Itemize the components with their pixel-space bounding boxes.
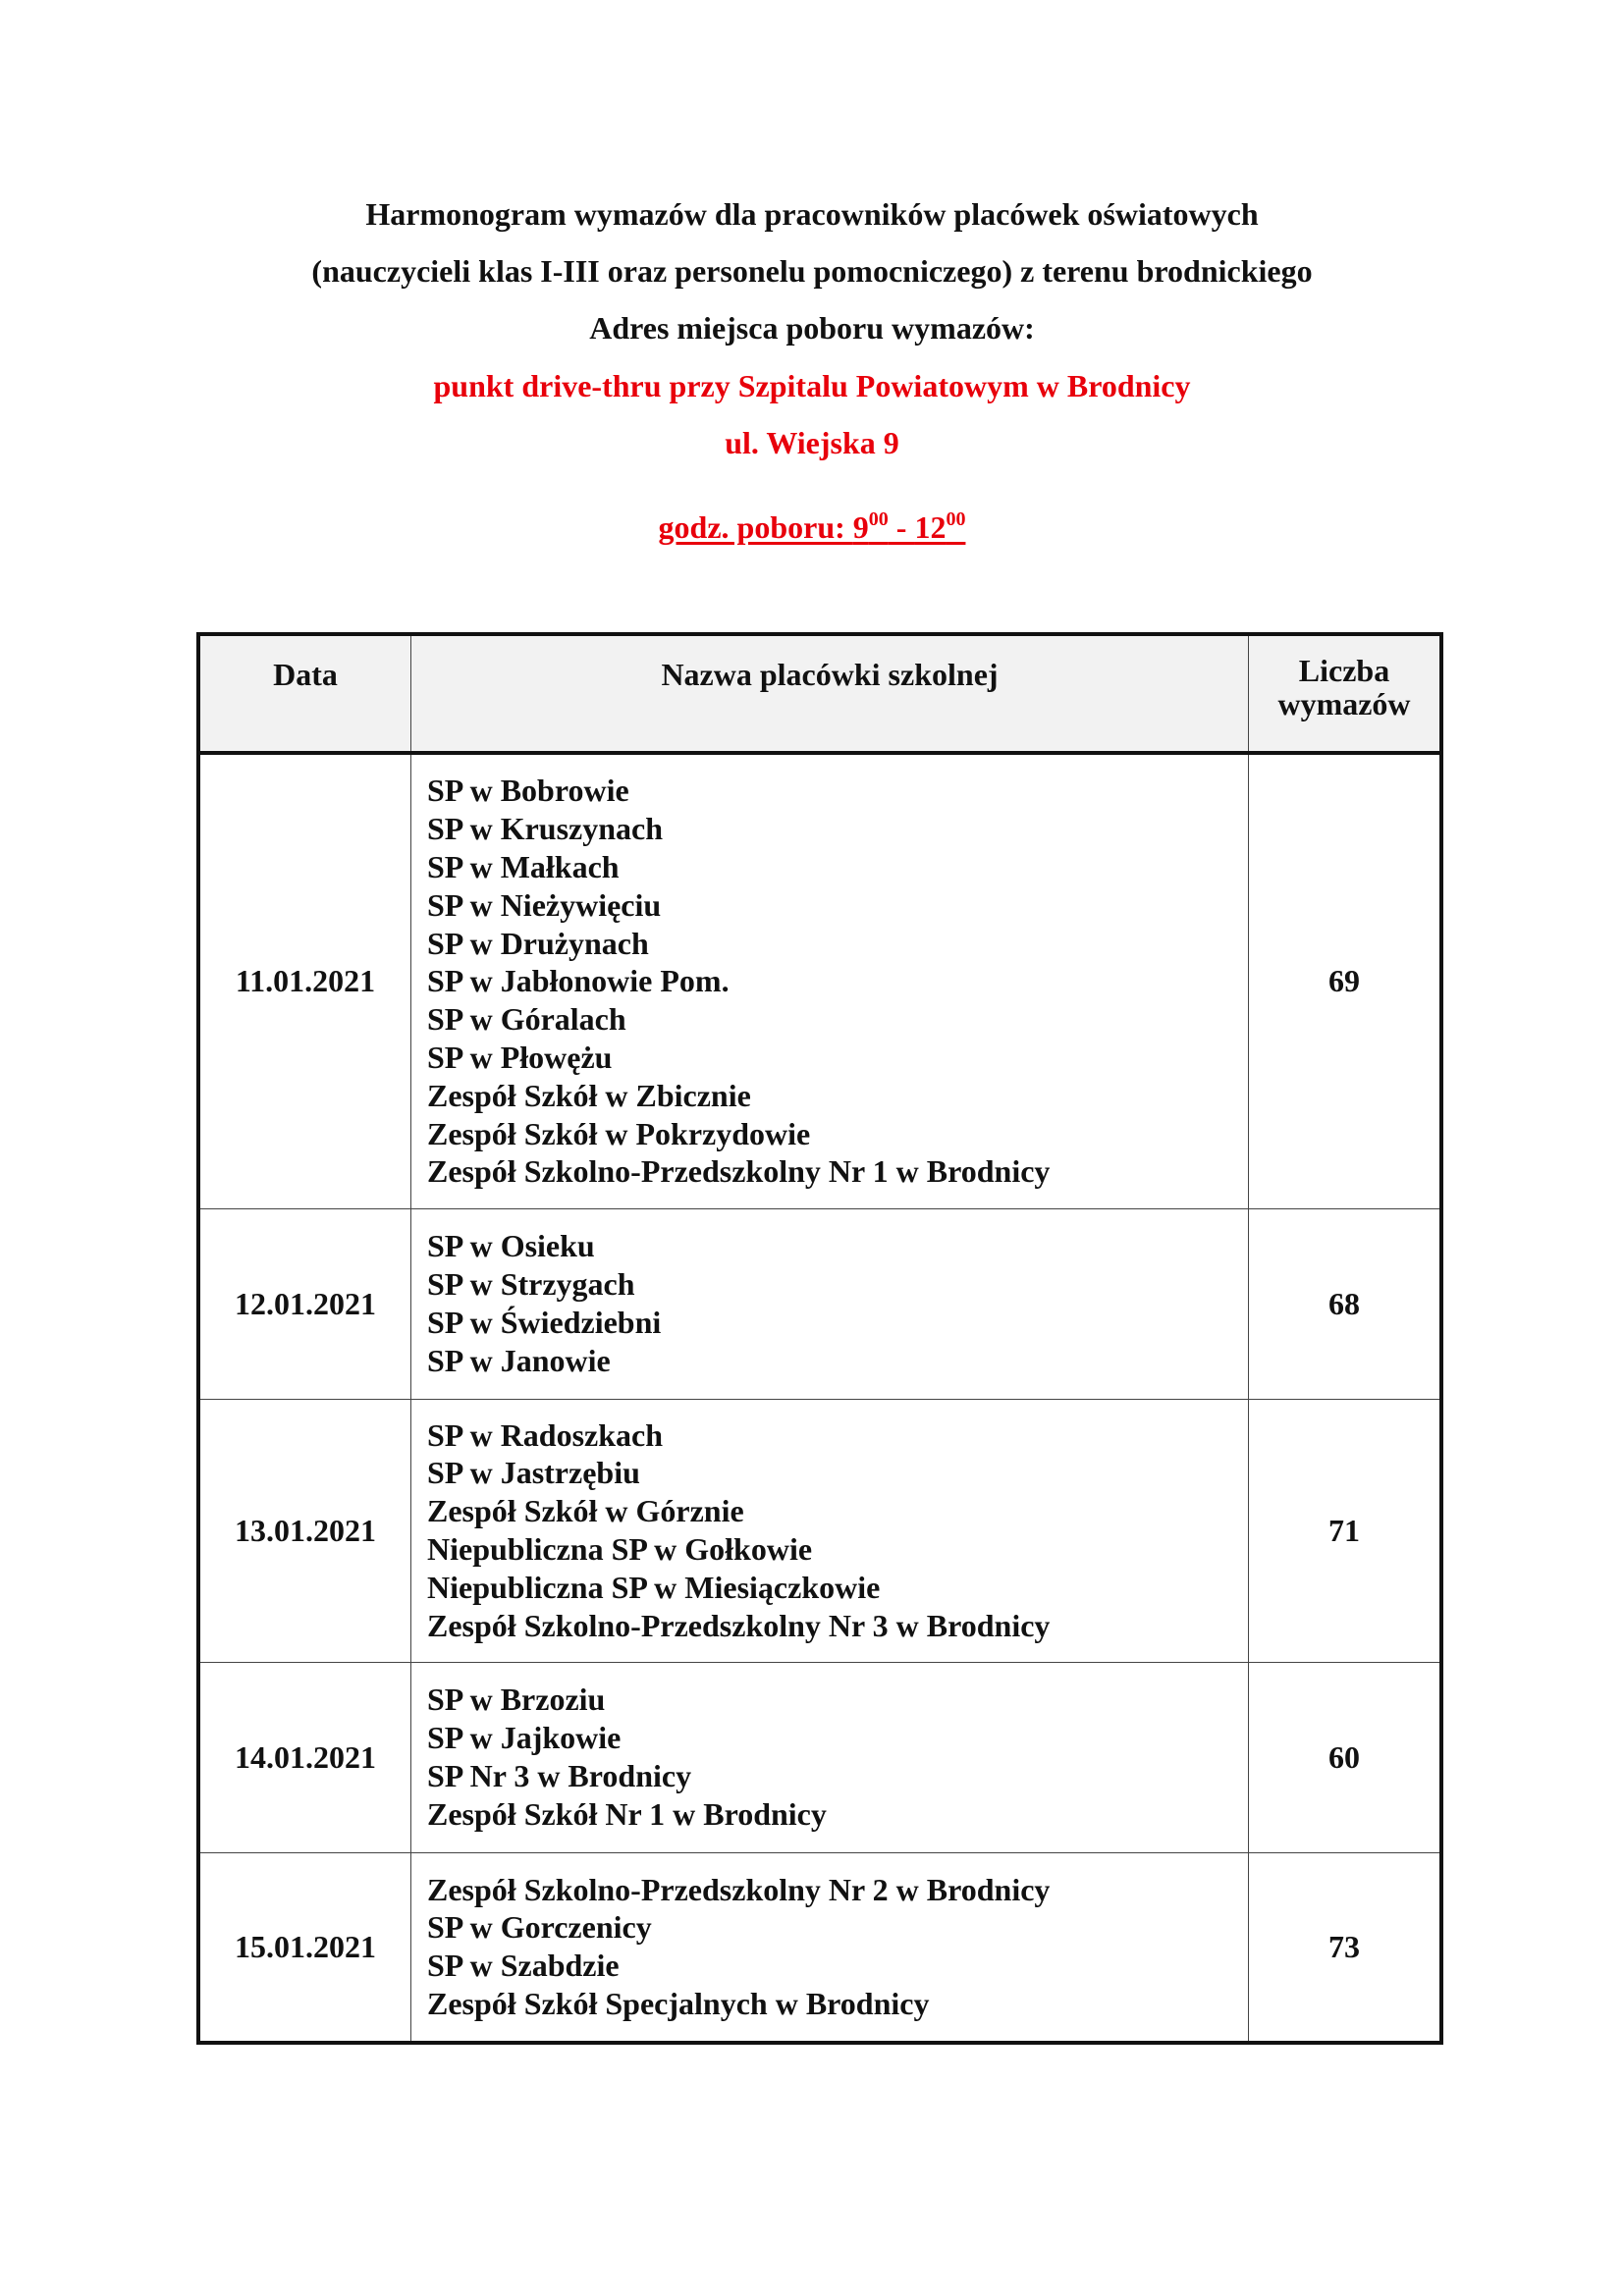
document-title: Harmonogram wymazów dla pracowników placówek oświatowych (365, 196, 1259, 232)
school-name: Zespół Szkół w Pokrzydowie (427, 1115, 811, 1151)
school-name: SP w Góralach (427, 1001, 626, 1038)
date-cell: 13.01.2021 (198, 1399, 411, 1662)
school-name: SP w Brzoziu (427, 1682, 606, 1718)
school-name: SP w Drużynach (427, 925, 649, 961)
date-cell: 11.01.2021 (198, 753, 411, 1208)
table-row (198, 1399, 1441, 1662)
count-header-line1: Liczba (1298, 653, 1390, 688)
table-row (198, 1662, 1441, 1852)
school-name: SP w Płowężu (427, 1039, 613, 1075)
schools-cell (411, 1852, 1249, 2043)
school-name: SP Nr 3 w Brodnicy (427, 1758, 692, 1793)
school-name: SP w Szabdzie (427, 1948, 620, 1984)
school-name: Zespół Szkolno-Przedszkolny Nr 2 w Brodnicy (427, 1871, 1051, 1907)
school-name: Niepubliczna SP w Miesiączkowie (427, 1569, 881, 1605)
location-text: punkt drive-thru przy Szpitalu Powiatowym w Brodnicy (433, 368, 1191, 403)
school-name: SP w Osieku (427, 1228, 595, 1264)
school-name: Niepubliczna SP w Gołkowie (427, 1531, 813, 1567)
school-name: Zespół Szkół Specjalnych w Brodnicy (427, 1986, 930, 2022)
street-text: ul. Wiejska 9 (725, 425, 899, 460)
hours-label: godz. poboru: (658, 509, 853, 545)
school-name: SP w Radoszkach (427, 1416, 664, 1453)
document-subtitle: (nauczycieli klas I-III oraz personelu pomocniczego) z terenu brodnickiego (311, 253, 1313, 289)
school-name: SP w Świedziebni (427, 1305, 662, 1340)
school-name: SP w Jajkowie (427, 1720, 622, 1756)
table-row (198, 753, 1441, 1208)
school-name: Zespół Szkolno-Przedszkolny Nr 3 w Brodnicy (427, 1607, 1051, 1643)
column-header-school: Nazwa placówki szkolnej (411, 634, 1249, 753)
schedule-table (196, 632, 1443, 2045)
school-name: SP w Nieżywięciu (427, 886, 662, 923)
schools-cell (411, 1399, 1249, 1662)
hours-end-min: 00 (946, 508, 966, 530)
table-header-row (198, 634, 1441, 753)
hours-end: 12 (914, 509, 947, 545)
school-name: SP w Jastrzębiu (427, 1455, 640, 1491)
column-header-date: Data (198, 634, 411, 753)
school-name: SP w Jabłonowie Pom. (427, 963, 730, 999)
date-cell: 12.01.2021 (198, 1208, 411, 1399)
hours-sep: - (888, 509, 915, 545)
count-header-line2: wymazów (1277, 686, 1411, 721)
school-name: SP w Gorczenicy (427, 1909, 652, 1946)
swab-count-cell: 73 (1249, 1852, 1442, 2043)
table-row (198, 1852, 1441, 2043)
school-name: Zespół Szkół Nr 1 w Brodnicy (427, 1795, 827, 1832)
school-name: SP w Bobrowie (427, 773, 629, 809)
date-cell: 14.01.2021 (198, 1662, 411, 1852)
hours-start-min: 00 (868, 508, 889, 530)
schools-cell (411, 753, 1249, 1208)
school-name: Zespół Szkół w Górznie (427, 1493, 744, 1529)
address-label: Adres miejsca poboru wymazów: (589, 310, 1035, 346)
column-header-count (1249, 634, 1442, 753)
swab-count-cell: 69 (1249, 753, 1442, 1208)
school-name: SP w Strzygach (427, 1266, 635, 1303)
schools-cell (411, 1662, 1249, 1852)
swab-count-cell: 60 (1249, 1662, 1442, 1852)
school-name: SP w Kruszynach (427, 811, 664, 847)
table-row (198, 1208, 1441, 1399)
swab-count-cell: 71 (1249, 1399, 1442, 1662)
school-name: SP w Janowie (427, 1342, 611, 1378)
swab-count-cell: 68 (1249, 1208, 1442, 1399)
date-cell: 15.01.2021 (198, 1852, 411, 2043)
schools-cell (411, 1208, 1249, 1399)
school-name: Zespół Szkolno-Przedszkolny Nr 1 w Brodnicy (427, 1153, 1051, 1190)
collection-hours (0, 507, 1624, 547)
school-name: Zespół Szkół w Zbicznie (427, 1077, 751, 1113)
hours-start: 9 (852, 509, 869, 545)
school-name: SP w Małkach (427, 848, 620, 884)
